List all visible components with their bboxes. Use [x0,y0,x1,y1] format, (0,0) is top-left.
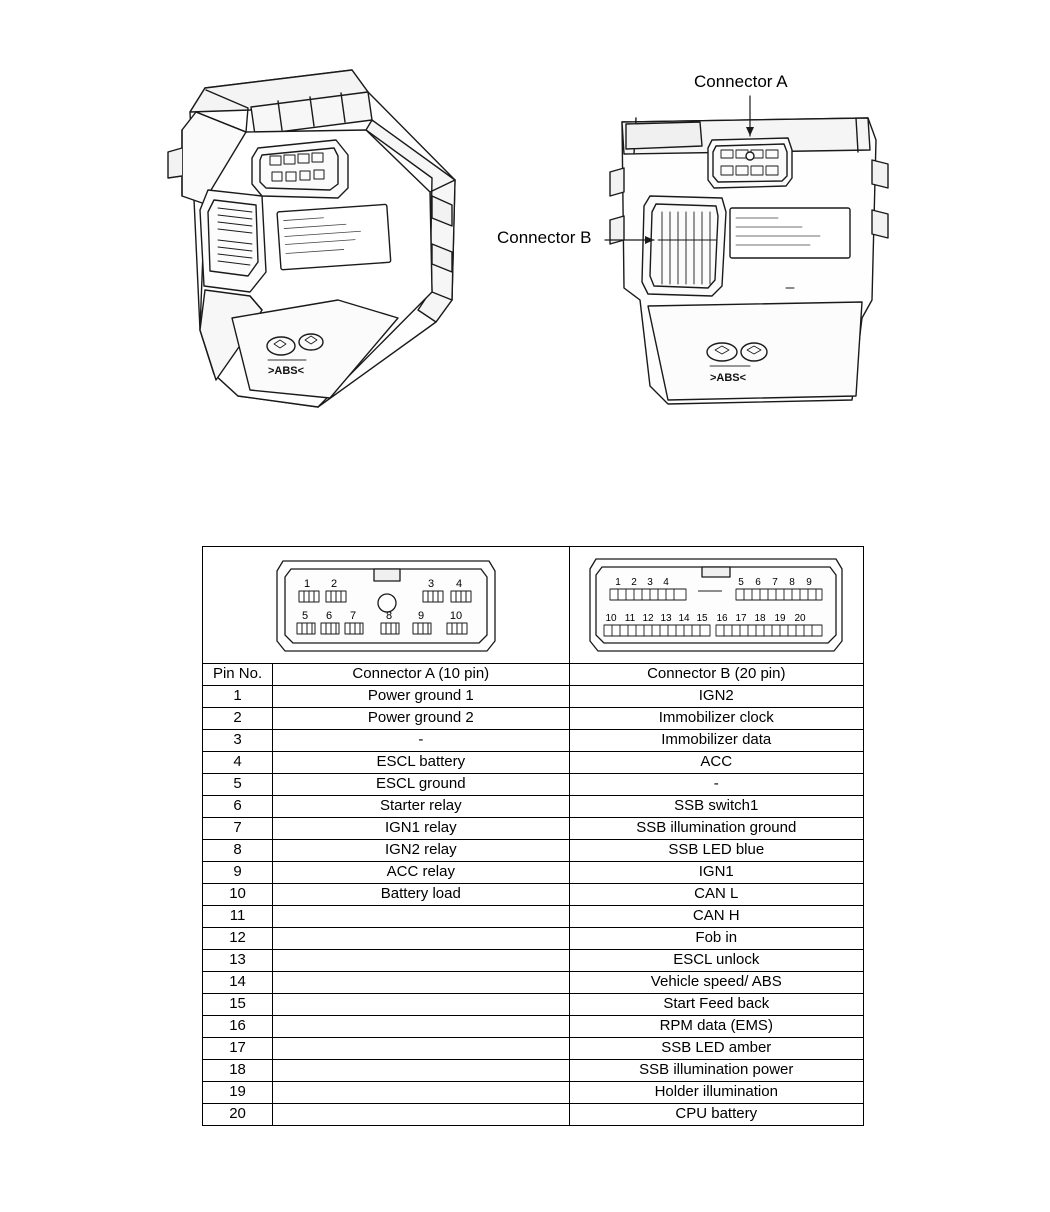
connector-b-face-svg [586,547,846,663]
cell-pin: 15 [203,994,273,1016]
cell-connector-b: Vehicle speed/ ABS [569,972,863,994]
svg-text:2: 2 [330,578,337,590]
cell-pin: 13 [203,950,273,972]
svg-text:20: 20 [794,613,806,624]
table-row [203,928,864,950]
cell-pin: 1 [203,686,273,708]
svg-text:13: 13 [660,613,672,624]
cell-connector-a [273,994,569,1016]
cell-connector-b: SSB LED amber [569,1038,863,1060]
svg-text:7: 7 [772,577,779,588]
cell-connector-b: Holder illumination [569,1082,863,1104]
table-row [203,796,864,818]
header-connector-a: Connector A (10 pin) [273,664,569,686]
callout-label-connector-b: Connector B [497,228,592,247]
cell-pin: 19 [203,1082,273,1104]
cell-connector-a: - [273,730,569,752]
table-row [203,686,864,708]
smart-key-unit-illustration [0,0,1050,500]
cell-pin: 6 [203,796,273,818]
svg-text:5: 5 [301,610,308,622]
cell-connector-a: ESCL ground [273,774,569,796]
svg-text:19: 19 [774,613,786,624]
svg-text:16: 16 [716,613,728,624]
cell-connector-a: IGN1 relay [273,818,569,840]
cell-pin: 8 [203,840,273,862]
table-row [203,730,864,752]
table-row [203,906,864,928]
svg-text:8: 8 [385,610,392,622]
cell-connector-a [273,1104,569,1126]
svg-text:8: 8 [789,577,796,588]
svg-text:15: 15 [696,613,708,624]
svg-text:2: 2 [631,577,638,588]
svg-text:3: 3 [427,578,434,590]
table-row [203,972,864,994]
table-row [203,774,864,796]
svg-text:18: 18 [754,613,766,624]
cell-connector-a: IGN2 relay [273,840,569,862]
cell-connector-a: Battery load [273,884,569,906]
cell-connector-b: Immobilizer clock [569,708,863,730]
cell-pin: 17 [203,1038,273,1060]
cell-connector-a: ESCL battery [273,752,569,774]
table-row [203,752,864,774]
svg-text:9: 9 [806,577,813,588]
table-row [203,708,864,730]
cell-pin: 2 [203,708,273,730]
table-row [203,818,864,840]
cell-connector-b: Start Feed back [569,994,863,1016]
svg-text:17: 17 [735,613,747,624]
svg-text:6: 6 [755,577,762,588]
header-pin-no: Pin No. [203,664,273,686]
cell-connector-a: Starter relay [273,796,569,818]
cell-connector-b: SSB illumination ground [569,818,863,840]
table-row [203,862,864,884]
svg-text:6: 6 [325,610,332,622]
svg-text:>ABS<: >ABS< [268,365,305,377]
cell-connector-a: Power ground 2 [273,708,569,730]
svg-text:12: 12 [642,613,654,624]
cell-connector-a [273,1060,569,1082]
table-row [203,1082,864,1104]
left-unit-view [168,70,455,407]
svg-text:3: 3 [647,577,654,588]
svg-text:7: 7 [349,610,356,622]
cell-connector-a [273,906,569,928]
cell-pin: 3 [203,730,273,752]
svg-text:4: 4 [455,578,462,590]
cell-connector-a [273,972,569,994]
table-row [203,1038,864,1060]
cell-connector-b: SSB illumination power [569,1060,863,1082]
cell-pin: 4 [203,752,273,774]
cell-pin: 11 [203,906,273,928]
svg-text:14: 14 [678,613,690,624]
cell-pin: 18 [203,1060,273,1082]
cell-connector-b: ACC [569,752,863,774]
cell-connector-a [273,1038,569,1060]
cell-connector-b: RPM data (EMS) [569,1016,863,1038]
cell-connector-b: IGN2 [569,686,863,708]
cell-connector-b: Fob in [569,928,863,950]
connector-diagram-row [203,547,864,664]
cell-connector-b: Immobilizer data [569,730,863,752]
cell-connector-b: CAN H [569,906,863,928]
cell-connector-b: SSB LED blue [569,840,863,862]
right-unit-view [610,118,888,404]
cell-connector-a [273,1016,569,1038]
cell-pin: 14 [203,972,273,994]
svg-text:1: 1 [303,578,310,590]
unit-drawing-svg [0,0,1050,500]
svg-text:4: 4 [663,577,670,588]
cell-connector-b: CAN L [569,884,863,906]
cell-pin: 7 [203,818,273,840]
cell-connector-a [273,928,569,950]
cell-pin: 20 [203,1104,273,1126]
callout-label-connector-a: Connector A [694,72,788,91]
pin-assignment-table-wrap [202,546,864,1126]
pin-assignment-table [202,546,864,1126]
table-row [203,994,864,1016]
table-row [203,1104,864,1126]
table-row [203,1060,864,1082]
svg-text:1: 1 [615,577,622,588]
cell-connector-a: ACC relay [273,862,569,884]
svg-text:10: 10 [605,613,617,624]
svg-text:11: 11 [625,613,636,624]
cell-pin: 12 [203,928,273,950]
svg-text:5: 5 [738,577,745,588]
cell-connector-b: IGN1 [569,862,863,884]
table-row [203,884,864,906]
table-row [203,840,864,862]
connector-a-face-svg [271,547,501,663]
cell-connector-b: ESCL unlock [569,950,863,972]
svg-text:10: 10 [449,610,462,622]
cell-connector-a [273,950,569,972]
cell-pin: 5 [203,774,273,796]
table-row [203,1016,864,1038]
cell-pin: 9 [203,862,273,884]
connector-b-diagram-cell [569,547,863,664]
cell-pin: 10 [203,884,273,906]
svg-text:9: 9 [417,610,424,622]
table-header-row [203,664,864,686]
cell-connector-b: CPU battery [569,1104,863,1126]
cell-connector-a: Power ground 1 [273,686,569,708]
table-row [203,950,864,972]
connector-a-diagram-cell [203,547,570,664]
cell-connector-a [273,1082,569,1104]
svg-text:>ABS<: >ABS< [710,372,747,384]
cell-connector-b: - [569,774,863,796]
header-connector-b: Connector B (20 pin) [569,664,863,686]
cell-connector-b: SSB switch1 [569,796,863,818]
cell-pin: 16 [203,1016,273,1038]
